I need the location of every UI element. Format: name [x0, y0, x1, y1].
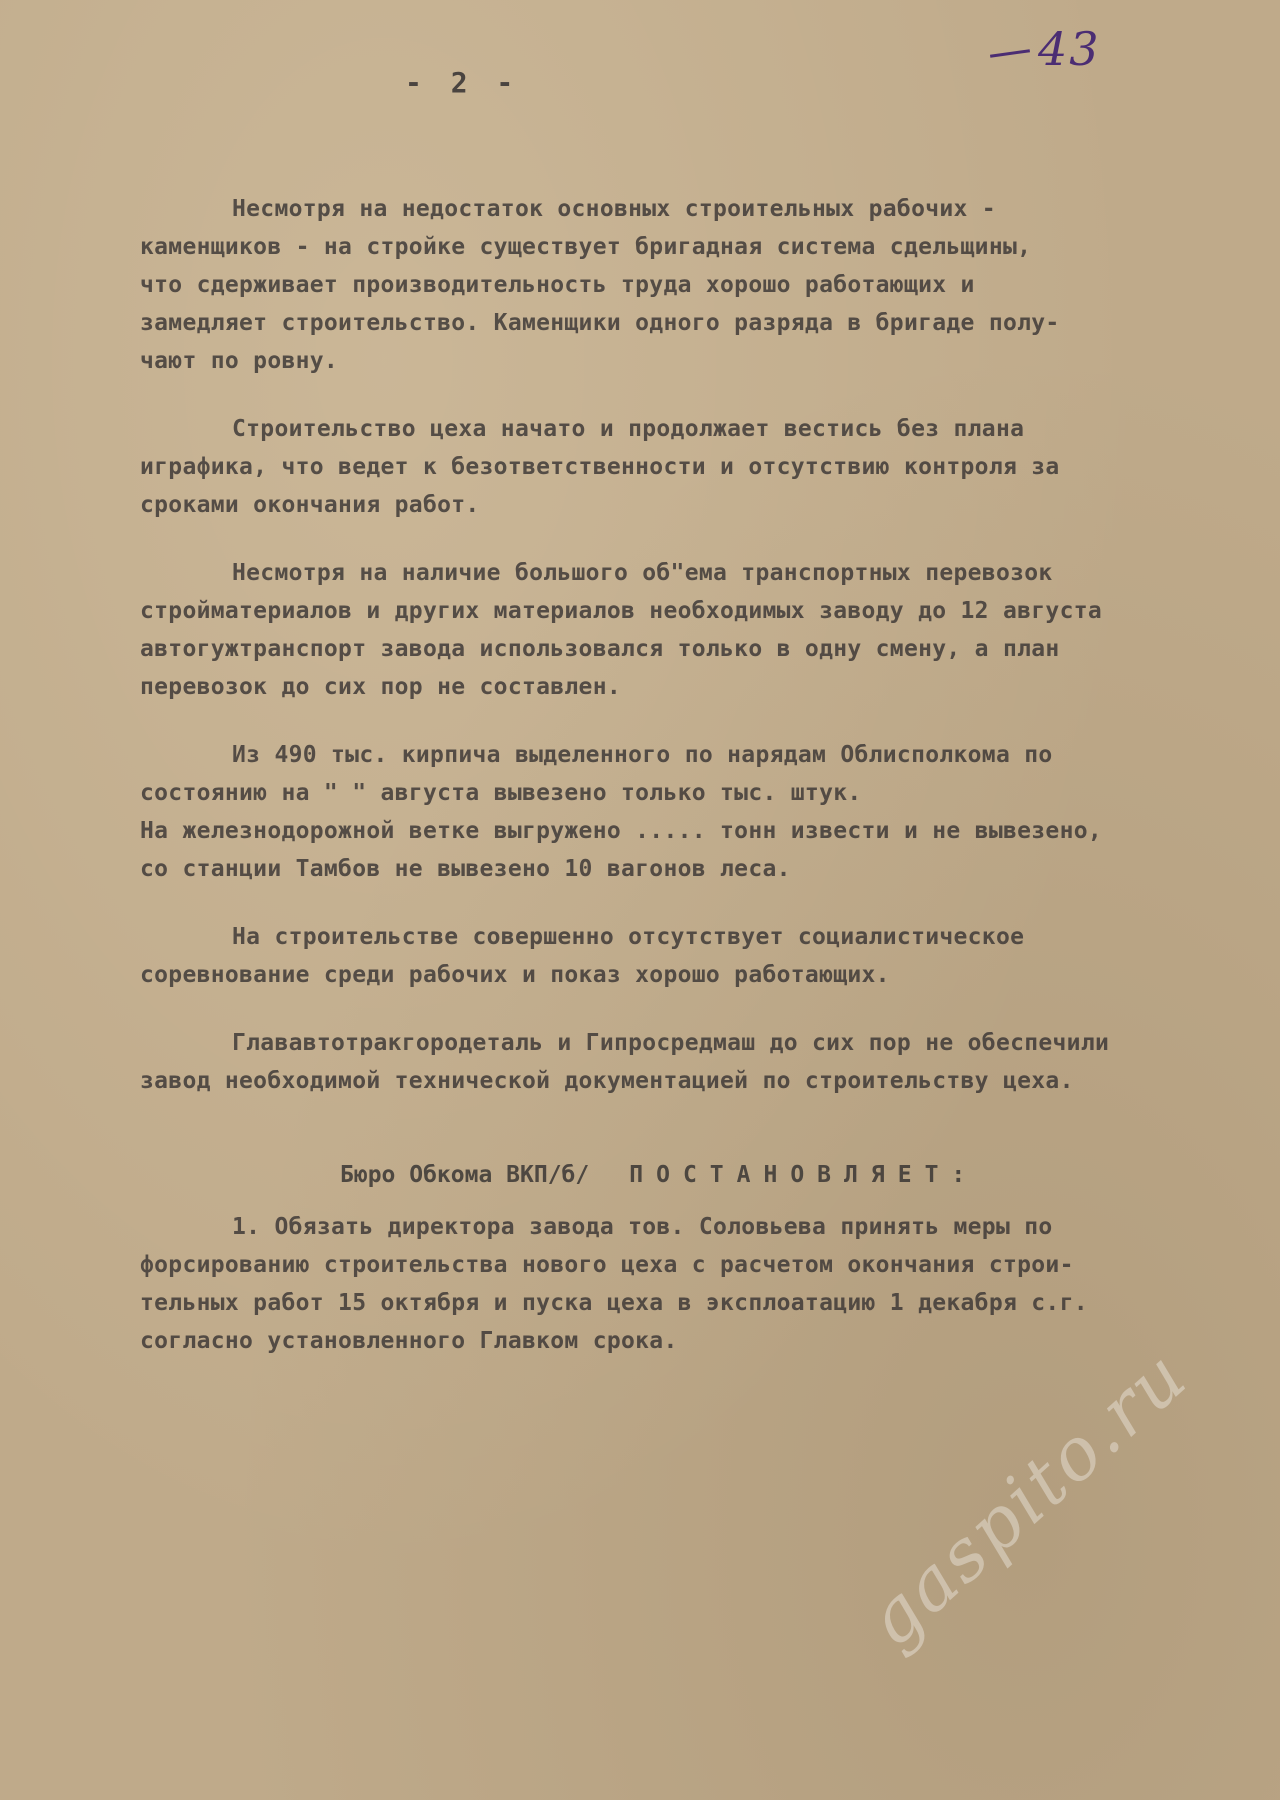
resolution-org: Бюро Обкома ВКП/б/ [340, 1162, 590, 1188]
paragraph-1 [140, 190, 1250, 380]
paragraph-4 [140, 736, 1250, 888]
text-line: Несмотря на недостаток основных строительных рабочих - [232, 196, 996, 222]
text-line: согласно установленного Главком срока. [140, 1328, 678, 1354]
resolution-item-1 [140, 1208, 1250, 1360]
paragraph-6 [140, 1024, 1250, 1100]
paragraph-3 [140, 554, 1250, 706]
paragraph-2 [140, 410, 1250, 524]
text-line: На железнодорожной ветке выгружено ..... тонн извести и не вывезено, [140, 818, 1103, 844]
text-line: состоянию на " " августа вывезено только тыс. штук. [140, 780, 862, 806]
folio-dash [990, 49, 1030, 58]
document-body [140, 190, 1250, 1390]
text-line: играфика, что ведет к безответственности и отсутствию контроля за [140, 454, 1060, 480]
text-line: со станции Тамбов не вывезено 10 вагонов леса. [140, 856, 791, 882]
text-line: форсированию строительства нового цеха с расчетом окончания строи- [140, 1252, 1074, 1278]
folio-number: 43 [1038, 22, 1101, 76]
text-line: Строительство цеха начато и продолжает вестись без плана [232, 416, 1025, 442]
text-line: чают по ровну. [140, 348, 339, 374]
text-line: сроками окончания работ. [140, 492, 480, 518]
watermark: gaspito.ru [850, 1332, 1204, 1663]
text-line: Из 490 тыс. кирпича выделенного по нарядам Облисполкома по [232, 742, 1053, 768]
paragraph-5 [140, 918, 1250, 994]
text-line: замедляет строительство. Каменщики одного разряда в бригаде полу- [140, 310, 1060, 336]
resolution-heading [140, 1156, 1250, 1194]
text-line: Несмотря на наличие большого об"ема транспортных перевозок [232, 560, 1053, 586]
text-line: стройматериалов и других материалов необходимых заводу до 12 августа [140, 598, 1103, 624]
text-line: На строительстве совершенно отсутствует социалистическое [232, 924, 1025, 950]
text-line: 1. Обязать директора завода тов. Соловьева принять меры по [232, 1214, 1053, 1240]
text-line: тельных работ 15 октября и пуска цеха в эксплоатацию 1 декабря с.г. [140, 1290, 1088, 1316]
text-line: автогужтранспорт завода использовался только в одну смену, а план [140, 636, 1060, 662]
text-line: что сдерживает производительность труда хорошо работающих и [140, 272, 975, 298]
text-line: соревнование среди рабочих и показ хорошо работающих. [140, 962, 890, 988]
handwritten-folio-mark [990, 22, 1101, 76]
text-line: Глававтотракгородеталь и Гипросредмаш до сих пор не обеспечили [232, 1030, 1110, 1056]
text-line: завод необходимой технической документацией по строительству цеха. [140, 1068, 1074, 1094]
page-number: - 2 - [405, 66, 520, 99]
text-line: каменщиков - на стройке существует бригадная система сдельщины, [140, 234, 1032, 260]
resolution-decree: ПОСТАНОВЛЯЕТ: [629, 1162, 979, 1188]
text-line: перевозок до сих пор не составлен. [140, 674, 622, 700]
